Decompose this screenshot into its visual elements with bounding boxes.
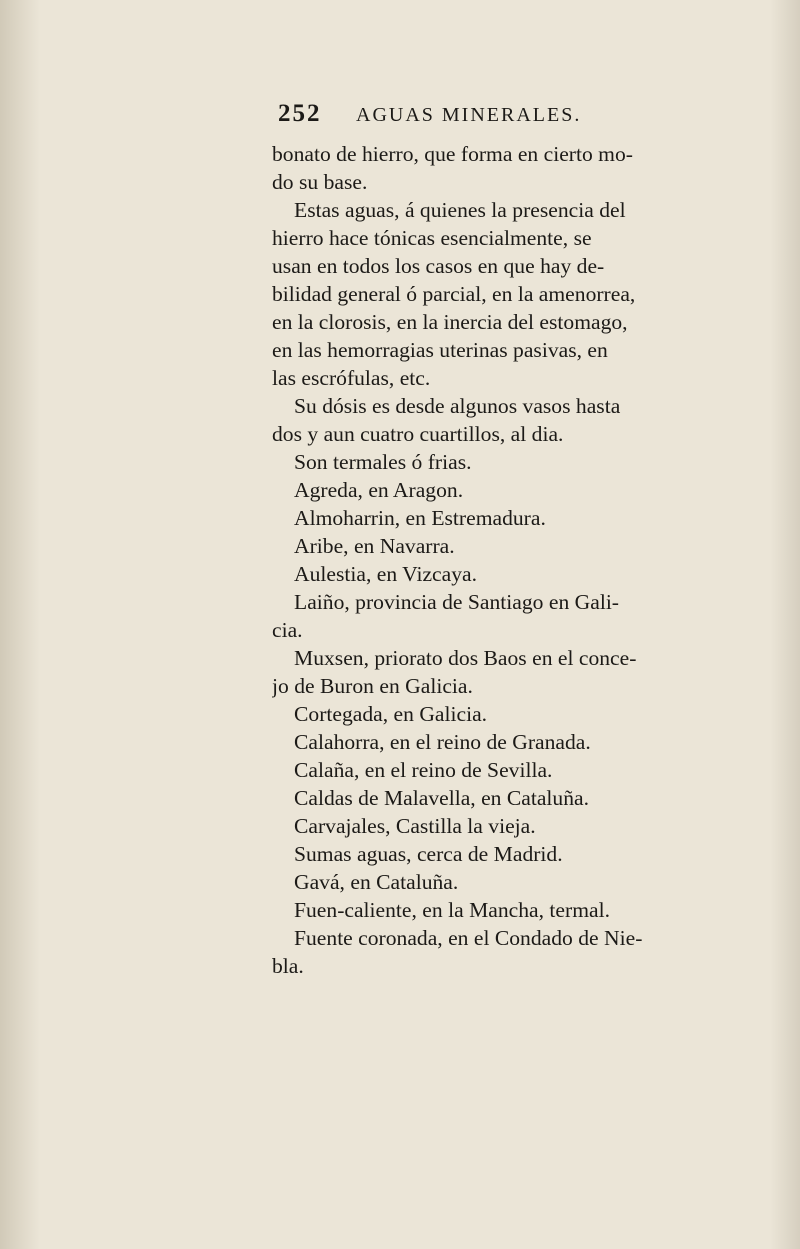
- text-line: usan en todos los casos en que hay de-: [272, 254, 605, 278]
- text-line: Cortegada, en Galicia.: [294, 702, 488, 726]
- text-line: Gavá, en Cataluña.: [294, 870, 459, 894]
- text-line: Laiño, provincia de Santiago en Gali-: [294, 590, 620, 614]
- page-number: 252: [278, 100, 322, 127]
- text-line: cia.: [272, 618, 303, 642]
- text-line: Aulestia, en Vizcaya.: [294, 562, 477, 586]
- running-title: AGUAS MINERALES.: [356, 104, 582, 126]
- text-line: bilidad general ó parcial, en la amenorrea,: [272, 282, 636, 306]
- text-line: dos y aun cuatro cuartillos, al dia.: [272, 422, 564, 446]
- text-line: Calaña, en el reino de Sevilla.: [294, 758, 553, 782]
- text-line: jo de Buron en Galicia.: [272, 674, 473, 698]
- text-line: Fuen-caliente, en la Mancha, termal.: [294, 898, 610, 922]
- text-line: Fuente coronada, en el Condado de Nie-: [294, 926, 643, 950]
- text-line: hierro hace tónicas esencialmente, se: [272, 226, 592, 250]
- text-line: Aribe, en Navarra.: [294, 534, 455, 558]
- text-line: Son termales ó frias.: [294, 450, 472, 474]
- text-line: Sumas aguas, cerca de Madrid.: [294, 842, 563, 866]
- text-line: Almoharrin, en Estremadura.: [294, 506, 546, 530]
- text-line: Estas aguas, á quienes la presencia del: [294, 198, 626, 222]
- text-line: Caldas de Malavella, en Cataluña.: [294, 786, 590, 810]
- text-line: bonato de hierro, que forma en cierto mo-: [272, 142, 633, 166]
- text-line: bla.: [272, 954, 304, 978]
- body-text: [272, 140, 724, 980]
- text-line: en las hemorragias uterinas pasivas, en: [272, 338, 608, 362]
- text-line: Su dósis es desde algunos vasos hasta: [294, 394, 621, 418]
- text-line: do su base.: [272, 170, 368, 194]
- text-line: en la clorosis, en la inercia del estomago,: [272, 310, 628, 334]
- text-line: Muxsen, priorato dos Baos en el conce-: [294, 646, 637, 670]
- page-header: [278, 100, 708, 138]
- text-line: las escrófulas, etc.: [272, 366, 431, 390]
- text-line: Calahorra, en el reino de Granada.: [294, 730, 591, 754]
- text-line: Agreda, en Aragon.: [294, 478, 464, 502]
- text-line: Carvajales, Castilla la vieja.: [294, 814, 536, 838]
